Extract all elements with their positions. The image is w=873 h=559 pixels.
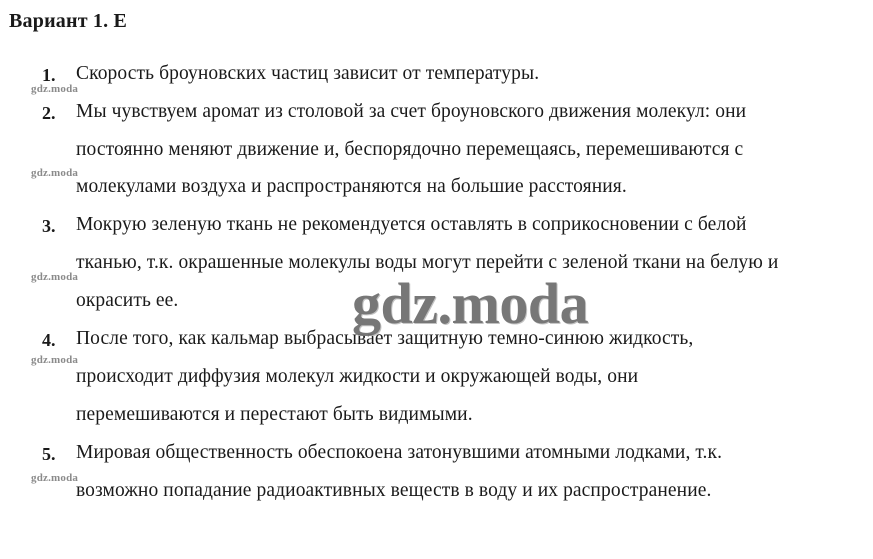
item-4-line-1: После того, как кальмар выбрасывает защитную темно-синюю жидкость,	[76, 328, 694, 349]
watermark-small: gdz.moda	[31, 83, 79, 95]
item-3-line-3: окрасить ее.	[76, 290, 179, 311]
item-number-1: 1.	[42, 65, 56, 85]
item-5-line-1: Мировая общественность обеспокоена затонувшими атомными лодками, т.к.	[76, 442, 723, 463]
item-3-line-2: тканью, т.к. окрашенные молекулы воды могут перейти с зеленой ткани на белую и	[76, 252, 779, 273]
item-2-line-1: Мы чувствуем аромат из столовой за счет броуновского движения молекул: они	[76, 101, 747, 122]
item-number-4: 4.	[42, 330, 56, 350]
item-4-line-3: перемешиваются и перестают быть видимыми.	[76, 404, 473, 425]
item-1-line-1: Скорость броуновских частиц зависит от температуры.	[76, 63, 540, 84]
item-number-5: 5.	[42, 444, 56, 464]
watermark-small: gdz.moda	[31, 354, 79, 366]
watermark-small: gdz.moda	[31, 167, 79, 179]
item-number-2: 2.	[42, 103, 56, 123]
item-3-line-1: Мокрую зеленую ткань не рекомендуется оставлять в соприкосновении с белой	[76, 214, 747, 235]
item-number-3: 3.	[42, 216, 56, 236]
watermark-small: gdz.moda	[31, 472, 79, 484]
watermark-small: gdz.moda	[31, 271, 79, 283]
page-title: Вариант 1. Е	[9, 10, 128, 32]
item-2-line-3: молекулами воздуха и распространяются на большие расстояния.	[76, 176, 627, 197]
item-4-line-2: происходит диффузия молекул жидкости и окружающей воды, они	[76, 366, 639, 387]
item-5-line-2: возможно попадание радиоактивных веществ в воду и их распространение.	[76, 480, 712, 501]
item-2-line-2: постоянно меняют движение и, беспорядочно перемещаясь, перемешиваются с	[76, 139, 744, 160]
watermark-large: gdz.moda	[352, 271, 589, 336]
